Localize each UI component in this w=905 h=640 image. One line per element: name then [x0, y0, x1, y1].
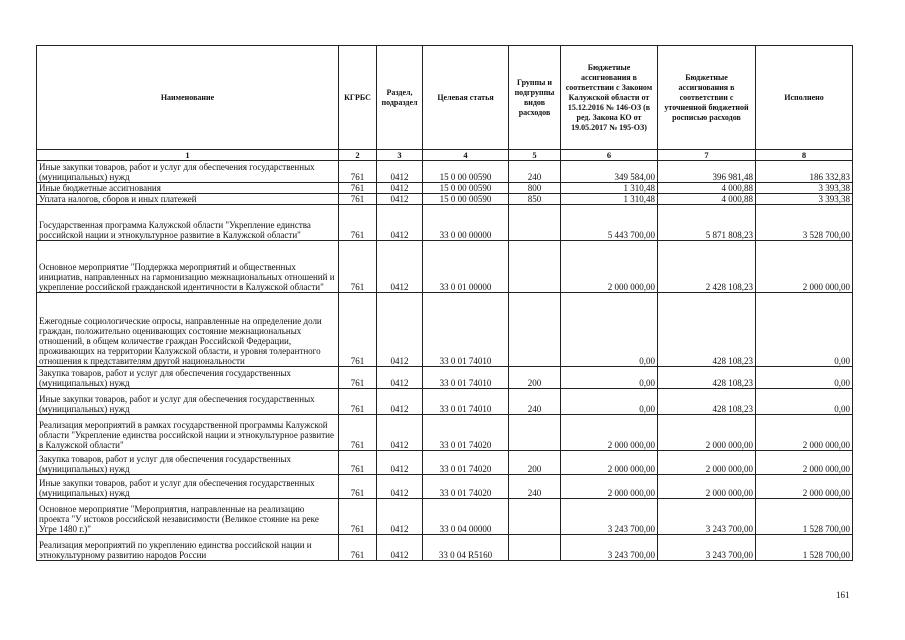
row-name: Реализация мероприятий в рамках государственной программы Калужской области "Укрепление единства российской нации и этнокультурное развитие в Калужской области" — [37, 415, 339, 451]
row-budget-plan: 3 243 700,00 — [658, 535, 756, 561]
table-row — [37, 194, 853, 205]
table-row — [37, 499, 853, 535]
col-number: 5 — [509, 150, 561, 161]
row-budget-plan: 2 000 000,00 — [658, 475, 756, 499]
row-budget-law: 0,00 — [561, 389, 658, 415]
row-budget-plan: 2 000 000,00 — [658, 451, 756, 475]
table-row — [37, 161, 853, 183]
row-name: Реализация мероприятий по укреплению единства российской нации и этнокультурному развитию народов России — [37, 535, 339, 561]
row-executed: 3 528 700,00 — [756, 205, 853, 241]
row-section: 0412 — [377, 451, 423, 475]
row-budget-plan: 4 000,88 — [658, 183, 756, 194]
row-section: 0412 — [377, 415, 423, 451]
row-executed: 2 000 000,00 — [756, 415, 853, 451]
col-header-budget-law: Бюджетные ассигнования в соответствии с Законом Калужской области от 15.12.2016 № 146-ОЗ (в ред. Закона КО от 19.05.2017 № 195-ОЗ) — [561, 46, 658, 150]
col-header-kgrbs: КГРБС — [339, 46, 377, 150]
col-number: 4 — [423, 150, 509, 161]
row-executed: 0,00 — [756, 389, 853, 415]
row-target-article: 15 0 00 00590 — [423, 183, 509, 194]
row-name: Основное мероприятие "Поддержка мероприятий и общественных инициатив, направленных на гармонизацию межнациональных отношений и укрепление российской гражданской идентичности в Калужской области" — [37, 241, 339, 293]
row-expense-type: 240 — [509, 161, 561, 183]
row-budget-plan: 2 428 108,23 — [658, 241, 756, 293]
row-executed: 1 528 700,00 — [756, 499, 853, 535]
row-name: Ежегодные социологические опросы, направленные на определение доли граждан, положительно оценивающих состояние межнациональных отношений, в общем количестве граждан Российской Федерации, проживающих на территории Калужской области, и уровня толерантного отношения к представителям другой национальности — [37, 293, 339, 367]
row-kgrbs: 761 — [339, 293, 377, 367]
row-executed: 2 000 000,00 — [756, 451, 853, 475]
row-expense-type — [509, 499, 561, 535]
row-target-article: 15 0 00 00590 — [423, 194, 509, 205]
row-expense-type: 240 — [509, 389, 561, 415]
row-section: 0412 — [377, 475, 423, 499]
row-budget-law: 2 000 000,00 — [561, 475, 658, 499]
row-kgrbs: 761 — [339, 161, 377, 183]
col-header-section: Раздел, подраздел — [377, 46, 423, 150]
col-number: 6 — [561, 150, 658, 161]
row-section: 0412 — [377, 194, 423, 205]
row-kgrbs: 761 — [339, 241, 377, 293]
row-budget-plan: 428 108,23 — [658, 293, 756, 367]
table-row — [37, 389, 853, 415]
row-name: Основное мероприятие "Мероприятия, направленные на реализацию проекта "У истоков российской независимости (Великое стояние на реке Угре 1480 г.)" — [37, 499, 339, 535]
row-expense-type: 800 — [509, 183, 561, 194]
row-budget-law: 0,00 — [561, 293, 658, 367]
row-section: 0412 — [377, 205, 423, 241]
row-expense-type — [509, 293, 561, 367]
row-budget-law: 0,00 — [561, 367, 658, 389]
row-kgrbs: 761 — [339, 415, 377, 451]
row-target-article: 33 0 01 00000 — [423, 241, 509, 293]
row-budget-law: 3 243 700,00 — [561, 499, 658, 535]
row-budget-plan: 5 871 808,23 — [658, 205, 756, 241]
row-executed: 2 000 000,00 — [756, 241, 853, 293]
row-section: 0412 — [377, 293, 423, 367]
row-kgrbs: 761 — [339, 499, 377, 535]
row-executed: 0,00 — [756, 367, 853, 389]
row-target-article: 33 0 01 74020 — [423, 451, 509, 475]
row-budget-plan: 4 000,88 — [658, 194, 756, 205]
row-budget-plan: 428 108,23 — [658, 367, 756, 389]
row-section: 0412 — [377, 183, 423, 194]
row-executed: 186 332,83 — [756, 161, 853, 183]
row-name: Закупка товаров, работ и услуг для обеспечения государственных (муниципальных) нужд — [37, 367, 339, 389]
row-target-article: 33 0 04 00000 — [423, 499, 509, 535]
row-kgrbs: 761 — [339, 451, 377, 475]
row-name: Иные закупки товаров, работ и услуг для обеспечения государственных (муниципальных) нужд — [37, 161, 339, 183]
table-row — [37, 475, 853, 499]
row-expense-type — [509, 241, 561, 293]
row-target-article: 15 0 00 00590 — [423, 161, 509, 183]
row-budget-plan: 3 243 700,00 — [658, 499, 756, 535]
table-row — [37, 415, 853, 451]
row-section: 0412 — [377, 161, 423, 183]
row-budget-law: 2 000 000,00 — [561, 415, 658, 451]
row-target-article: 33 0 00 00000 — [423, 205, 509, 241]
row-executed: 0,00 — [756, 293, 853, 367]
table-row — [37, 241, 853, 293]
row-budget-law: 1 310,48 — [561, 194, 658, 205]
col-header-name: Наименование — [37, 46, 339, 150]
row-budget-plan: 428 108,23 — [658, 389, 756, 415]
row-executed: 1 528 700,00 — [756, 535, 853, 561]
budget-table — [36, 45, 853, 561]
row-name: Государственная программа Калужской области "Укрепление единства российской нации и этнокультурное развитие в Калужской области" — [37, 205, 339, 241]
row-name: Иные закупки товаров, работ и услуг для обеспечения государственных (муниципальных) нужд — [37, 475, 339, 499]
row-name: Иные закупки товаров, работ и услуг для обеспечения государственных (муниципальных) нужд — [37, 389, 339, 415]
row-kgrbs: 761 — [339, 183, 377, 194]
row-expense-type — [509, 205, 561, 241]
row-budget-law: 3 243 700,00 — [561, 535, 658, 561]
row-budget-plan: 2 000 000,00 — [658, 415, 756, 451]
col-number: 8 — [756, 150, 853, 161]
row-section: 0412 — [377, 367, 423, 389]
col-number: 2 — [339, 150, 377, 161]
col-number: 1 — [37, 150, 339, 161]
row-budget-law: 1 310,48 — [561, 183, 658, 194]
col-number: 7 — [658, 150, 756, 161]
row-name: Иные бюджетные ассигнования — [37, 183, 339, 194]
col-header-target-article: Целевая статья — [423, 46, 509, 150]
row-expense-type: 200 — [509, 451, 561, 475]
row-budget-law: 2 000 000,00 — [561, 451, 658, 475]
row-target-article: 33 0 01 74010 — [423, 367, 509, 389]
row-executed: 3 393,38 — [756, 183, 853, 194]
row-section: 0412 — [377, 535, 423, 561]
table-header-row — [37, 46, 853, 150]
col-number: 3 — [377, 150, 423, 161]
table-row — [37, 205, 853, 241]
row-expense-type: 240 — [509, 475, 561, 499]
row-section: 0412 — [377, 499, 423, 535]
row-name: Закупка товаров, работ и услуг для обеспечения государственных (муниципальных) нужд — [37, 451, 339, 475]
col-header-expense-type: Группы и подгруппы видов расходов — [509, 46, 561, 150]
row-expense-type: 200 — [509, 367, 561, 389]
table-row — [37, 183, 853, 194]
row-executed: 3 393,38 — [756, 194, 853, 205]
row-kgrbs: 761 — [339, 205, 377, 241]
row-target-article: 33 0 01 74010 — [423, 293, 509, 367]
row-budget-plan: 396 981,48 — [658, 161, 756, 183]
table-row — [37, 451, 853, 475]
row-budget-law: 349 584,00 — [561, 161, 658, 183]
row-expense-type: 850 — [509, 194, 561, 205]
row-kgrbs: 761 — [339, 475, 377, 499]
table-row — [37, 367, 853, 389]
row-executed: 2 000 000,00 — [756, 475, 853, 499]
table-row — [37, 293, 853, 367]
row-target-article: 33 0 01 74010 — [423, 389, 509, 415]
page-number: 161 — [836, 590, 850, 600]
row-section: 0412 — [377, 241, 423, 293]
column-number-row — [37, 150, 853, 161]
row-budget-law: 2 000 000,00 — [561, 241, 658, 293]
row-kgrbs: 761 — [339, 389, 377, 415]
table-row — [37, 535, 853, 561]
row-section: 0412 — [377, 389, 423, 415]
budget-report-sheet — [36, 45, 852, 561]
row-budget-law: 5 443 700,00 — [561, 205, 658, 241]
row-kgrbs: 761 — [339, 367, 377, 389]
row-kgrbs: 761 — [339, 194, 377, 205]
row-target-article: 33 0 01 74020 — [423, 475, 509, 499]
row-expense-type — [509, 535, 561, 561]
row-expense-type — [509, 415, 561, 451]
row-target-article: 33 0 01 74020 — [423, 415, 509, 451]
col-header-budget-plan: Бюджетные ассигнования в соответствии с уточненной бюджетной росписью расходов — [658, 46, 756, 150]
row-kgrbs: 761 — [339, 535, 377, 561]
col-header-executed: Исполнено — [756, 46, 853, 150]
row-name: Уплата налогов, сборов и иных платежей — [37, 194, 339, 205]
row-target-article: 33 0 04 R5160 — [423, 535, 509, 561]
